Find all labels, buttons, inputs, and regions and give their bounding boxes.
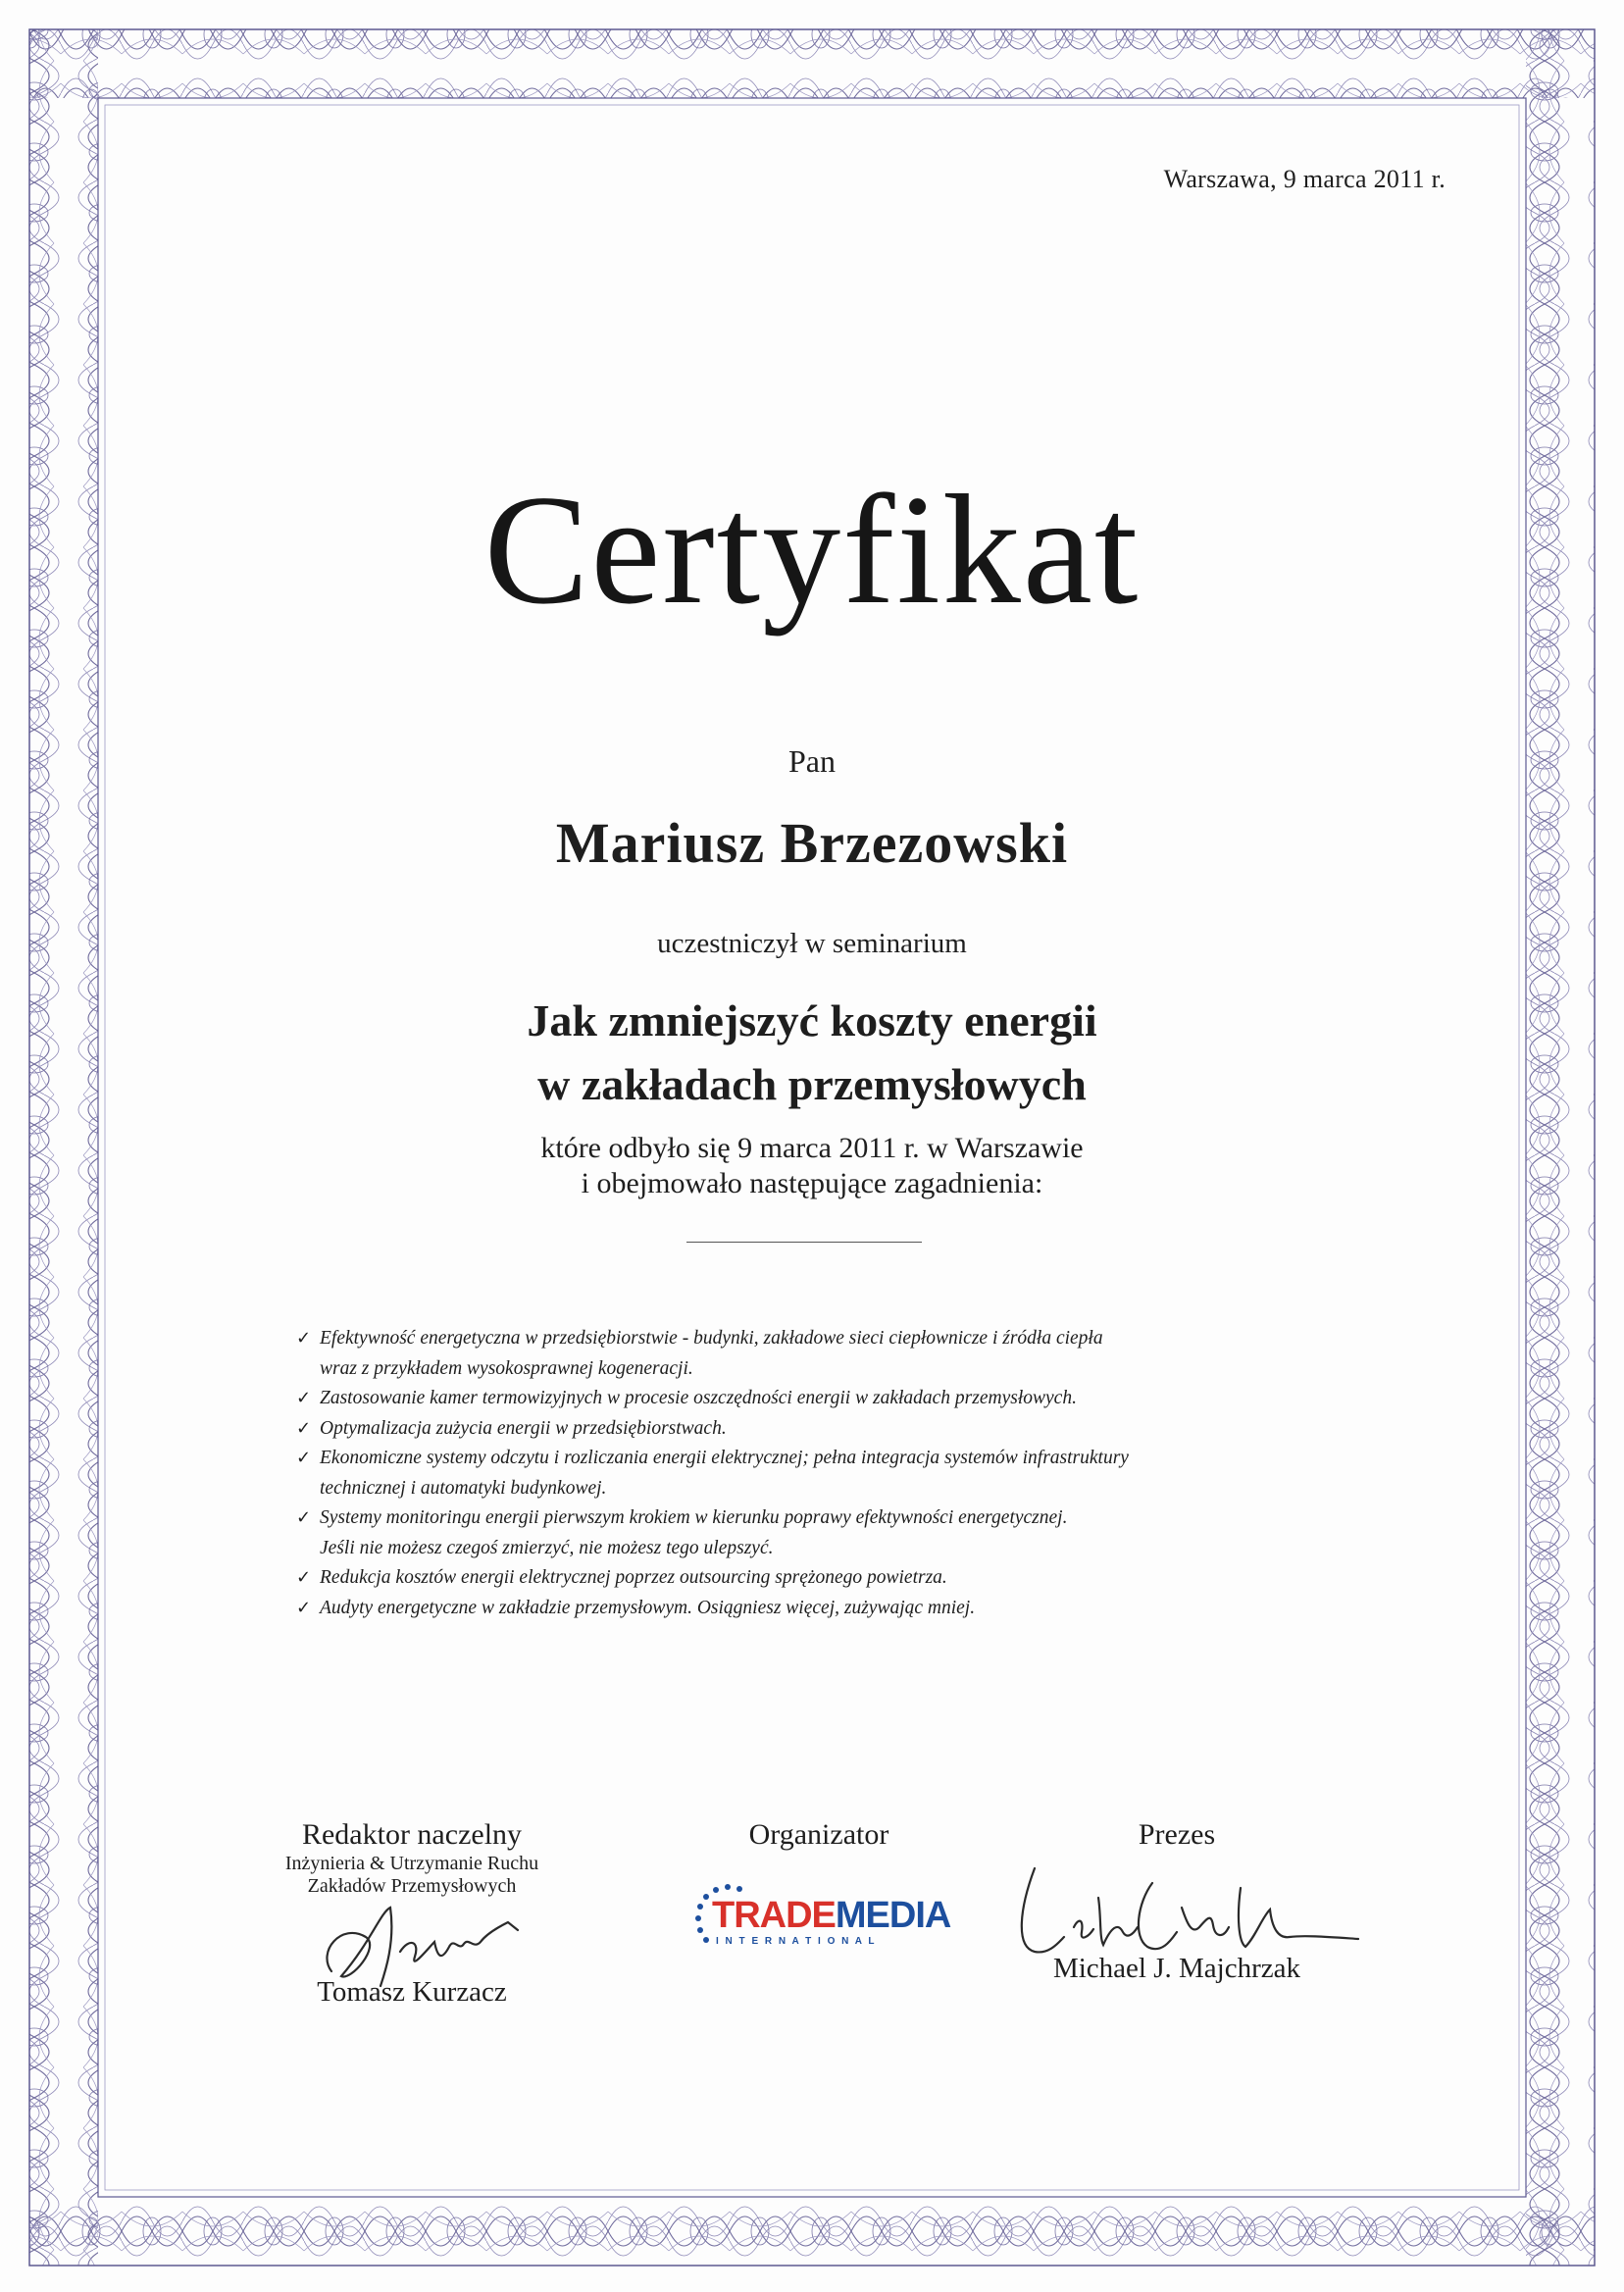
trademedia-logo xyxy=(686,1863,951,1952)
topic-text: Systemy monitoringu energii pierwszym krokiem w kierunku poprawy efektywności energetycznej. xyxy=(320,1507,1068,1528)
date-place: Warszawa, 9 marca 2011 r. xyxy=(1163,165,1446,193)
topic-item xyxy=(296,1503,1336,1563)
editor-handwritten-signature xyxy=(312,1883,528,2001)
checkmark-icon: ✓ xyxy=(296,1417,312,1439)
divider xyxy=(686,1242,922,1243)
topic-item xyxy=(296,1384,1336,1414)
checkmark-icon: ✓ xyxy=(296,1328,312,1349)
topic-item xyxy=(296,1594,1336,1624)
topic-item xyxy=(296,1414,1336,1445)
checkmark-icon: ✓ xyxy=(296,1507,312,1528)
topic-text: Ekonomiczne systemy odczytu i rozliczania energii elektrycznej; pełna integracja systemów infrastruktury xyxy=(320,1448,1129,1468)
checkmark-icon: ✓ xyxy=(296,1597,312,1618)
topic-text: Audyty energetyczne w zakładzie przemysłowym. Osiągniesz więcej, zużywając mniej. xyxy=(320,1597,976,1618)
seminar-info xyxy=(0,1131,1624,1201)
editor-org-line: Inżynieria & Utrzymanie Ruchu xyxy=(284,1853,539,1874)
participation-text: uczestniczył w seminarium xyxy=(657,928,967,959)
topic-item xyxy=(296,1563,1336,1594)
president-role: Prezes xyxy=(1138,1818,1216,1851)
logo-word-media: MEDIA xyxy=(835,1895,951,1936)
topics-list xyxy=(296,1324,1336,1623)
topic-item xyxy=(296,1444,1336,1503)
president-name: Michael J. Majchrzak xyxy=(1052,1953,1301,1984)
checkmark-icon: ✓ xyxy=(296,1567,312,1588)
checkmark-icon: ✓ xyxy=(296,1388,312,1408)
topic-text: Jeśli nie możesz czegoś zmierzyć, nie możesz tego ulepszyć. xyxy=(320,1537,774,1558)
editor-name: Tomasz Kurzacz xyxy=(317,1976,507,2008)
seminar-title xyxy=(0,989,1624,1116)
topic-text: Efektywność energetyczna w przedsiębiorstwie - budynki, zakładowe sieci ciepłownicze i źródła ciepła xyxy=(320,1328,1103,1349)
logo-subtitle: I N T E R N A T I O N A L xyxy=(716,1936,877,1947)
topic-text: Redukcja kosztów energii elektrycznej poprzez outsourcing sprężonego powietrza. xyxy=(320,1567,947,1588)
editor-role: Redaktor naczelny xyxy=(301,1818,523,1851)
organizer-role: Organizator xyxy=(748,1818,889,1851)
organizer-block xyxy=(686,1817,951,1853)
seminar-info-line: i obejmowało następujące zagadnienia: xyxy=(581,1167,1043,1199)
salutation: Pan xyxy=(788,743,836,779)
topic-text: Zastosowanie kamer termowizyjnych w procesie oszczędności energii w zakładach przemysłowych. xyxy=(320,1388,1077,1408)
editor-org-line: Zakładów Przemysłowych xyxy=(307,1875,517,1897)
checkmark-icon: ✓ xyxy=(296,1448,312,1468)
topic-text: wraz z przykładem wysokosprawnej kogeneracji. xyxy=(320,1357,693,1379)
topic-item xyxy=(296,1324,1336,1384)
logo-word-trade: TRADE xyxy=(712,1895,836,1936)
seminar-info-line: które odbyło się 9 marca 2011 r. w Warszawie xyxy=(540,1132,1084,1164)
president-handwritten-signature xyxy=(1005,1849,1368,1986)
seminar-title-line: Jak zmniejszyć koszty energii xyxy=(527,995,1097,1045)
logo-wordmark xyxy=(712,1897,950,1934)
topic-text: technicznej i automatyki budynkowej. xyxy=(320,1477,607,1499)
seminar-title-line: w zakładach przemysłowych xyxy=(537,1059,1087,1109)
certificate-title: Certyfikat xyxy=(483,462,1141,637)
recipient-name: Mariusz Brzezowski xyxy=(555,811,1069,875)
topic-text: Optymalizacja zużycia energii w przedsiębiorstwach. xyxy=(320,1417,727,1439)
